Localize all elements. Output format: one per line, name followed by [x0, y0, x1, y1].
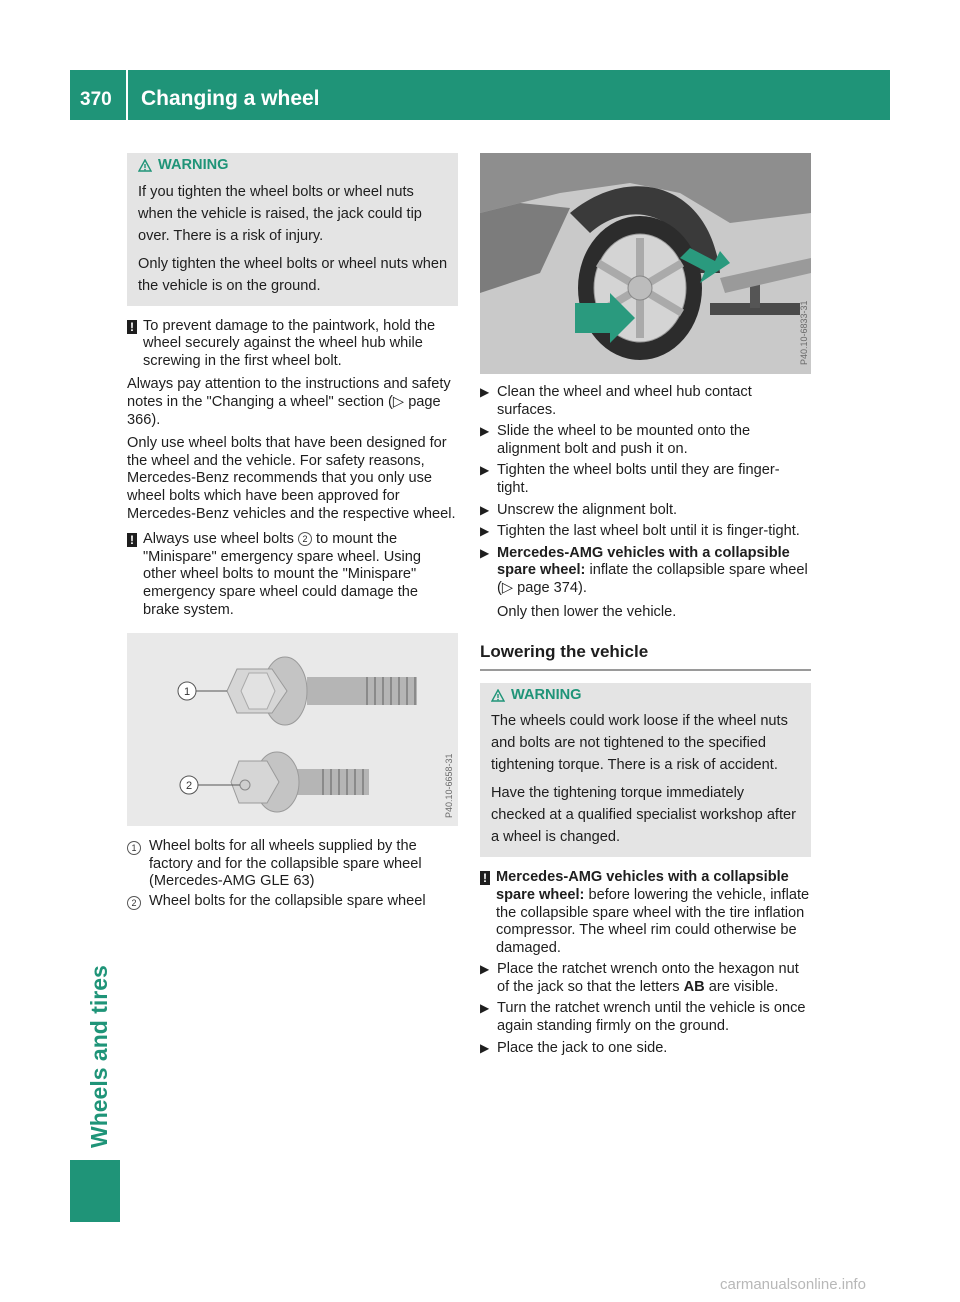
step-arrow-icon: ▶	[480, 385, 490, 399]
callout-1: 1	[183, 686, 191, 699]
notice-text-part: Always use wheel bolts	[143, 531, 294, 548]
legend-item	[127, 893, 458, 911]
legend-item	[127, 838, 458, 891]
step	[480, 502, 811, 520]
step-text: Turn the ratchet wrench until the vehicle is once again standing firmly on the ground.	[497, 1000, 806, 1035]
paragraph: Always pay attention to the instructions and safety notes in the "Changing a wheel" section (▷ page 366).	[127, 376, 451, 428]
step	[480, 1000, 811, 1035]
warning-heading	[491, 687, 801, 705]
step-text	[497, 961, 811, 996]
step-text: Unscrew the alignment bolt.	[497, 501, 678, 518]
page-number: 370	[80, 89, 112, 110]
wheel-mount-figure	[480, 153, 811, 374]
bolt-1-graphic	[178, 657, 417, 725]
warning-box	[127, 153, 458, 306]
wheel-bolts-figure	[127, 633, 458, 826]
figure-code: P40.10-6658-31	[444, 753, 454, 819]
step-list	[480, 384, 811, 621]
step-text: Slide the wheel to be mounted onto the alignment bolt and push it on.	[497, 423, 751, 457]
notice-text: To prevent damage to the paintwork, hold the wheel securely against the wheel hub while screwing in the first wheel bolt.	[143, 317, 436, 369]
warning-paragraph: Have the tightening torque immediately checked at a qualified specialist workshop after a wheel is changed.	[491, 785, 797, 846]
step-text: Clean the wheel and wheel hub contact surfaces.	[497, 384, 752, 418]
step-arrow-icon: ▶	[480, 545, 490, 560]
warning-heading-text: WARNING	[511, 686, 582, 703]
step-arrow-icon: ▶	[480, 463, 490, 478]
figure-code: P40.10-6833-31	[799, 300, 809, 365]
step-text-part: are visible.	[704, 978, 779, 995]
legend-text: Wheel bolts for all wheels supplied by the factory and for the collapsible spare wheel (Mercedes-AMG GLE 63)	[149, 838, 422, 890]
step	[480, 523, 811, 541]
step-arrow-icon: ▶	[480, 502, 490, 517]
notice-text	[496, 869, 811, 957]
callout-2: 2	[185, 780, 193, 793]
section-tab-label: Wheels and tires	[86, 965, 112, 1148]
step-text: Tighten the last wheel bolt until it is finger-tight.	[497, 523, 800, 540]
step-text-part: inflate the collapsible spare wheel (▷ page 374).	[497, 562, 808, 596]
warning-paragraph: If you tighten the wheel bolts or wheel nuts when the vehicle is raised, the jack could tip over. There is a risk of injury.	[138, 183, 422, 244]
warning-triangle-icon	[138, 159, 152, 172]
notice	[127, 531, 458, 619]
step-arrow-icon: ▶	[480, 1040, 490, 1055]
step	[480, 545, 811, 598]
paragraph: Only use wheel bolts that have been designed for the wheel and the vehicle. For safety reasons, Mercedes-Benz recommends that you only use wheel bolts which have been approved for Mercedes-Benz vehicles and the respective wheel.	[127, 435, 456, 522]
warning-paragraph: The wheels could work loose if the wheel nuts and bolts are not tightened to the specified tightening torque. There is a risk of accident.	[491, 713, 788, 774]
header-divider	[126, 70, 128, 120]
step-text: Place the jack to one side.	[497, 1039, 668, 1056]
notice	[127, 318, 458, 371]
step	[480, 462, 811, 497]
wheel-mount-illustration	[480, 153, 811, 374]
step-text-part: Place the ratchet wrench onto the hexagon nut of the jack so that the letters	[497, 961, 799, 995]
warning-heading-text: WARNING	[158, 157, 229, 173]
page-title: Changing a wheel	[141, 87, 320, 110]
wheel-bolts-illustration	[127, 633, 458, 826]
notice-text	[143, 531, 458, 619]
warning-box	[480, 683, 811, 858]
step-text: Tighten the wheel bolts until they are finger-tight.	[497, 462, 780, 496]
right-column	[480, 153, 811, 1057]
step	[480, 384, 811, 419]
step-bold-text: AB	[683, 978, 705, 995]
step-text	[497, 545, 811, 598]
step-bold-text: Mercedes-AMG vehicles with a collapsible spare wheel:	[497, 544, 790, 579]
callout-ref-2: 2	[298, 532, 312, 546]
warning-triangle-icon	[491, 689, 505, 702]
step-list	[480, 961, 811, 1057]
notice-text-part: to mount the "Minispare" emergency spare wheel. Using other wheel bolts to mount the "Minispare" emergency spare wheel could damage the brake system.	[143, 531, 422, 618]
step-followup: Only then lower the vehicle.	[497, 603, 677, 620]
section-heading: Lowering the vehicle	[480, 643, 811, 671]
warning-heading	[138, 157, 448, 175]
step-arrow-icon: ▶	[480, 524, 490, 539]
notice	[480, 869, 811, 957]
section-tab-marker	[70, 1160, 120, 1222]
step	[480, 1040, 811, 1058]
step	[480, 423, 811, 458]
warning-paragraph: Only tighten the wheel bolts or wheel nuts when the vehicle is on the ground.	[138, 255, 448, 294]
notice-bold-text: Mercedes-AMG vehicles with a collapsible spare wheel:	[496, 869, 789, 903]
exclamation-icon: !	[127, 320, 137, 334]
step-arrow-icon: ▶	[480, 424, 490, 439]
left-column	[127, 153, 458, 912]
legend-number: 1	[127, 841, 141, 855]
step	[480, 961, 811, 996]
step-arrow-icon: ▶	[480, 962, 490, 977]
exclamation-icon: !	[127, 533, 137, 547]
notice-text-part: before lowering the vehicle, inflate the collapsible spare wheel with the tire inflation compressor. The wheel rim could otherwise be damaged.	[496, 886, 810, 956]
legend-text: Wheel bolts for the collapsible spare wheel	[149, 892, 426, 909]
step-arrow-icon: ▶	[480, 1001, 490, 1016]
exclamation-icon: !	[480, 871, 490, 885]
figure-legend	[127, 838, 458, 910]
watermark: carmanualsonline.info	[720, 1276, 866, 1293]
bolt-2-graphic	[180, 752, 369, 812]
legend-number: 2	[127, 896, 141, 910]
